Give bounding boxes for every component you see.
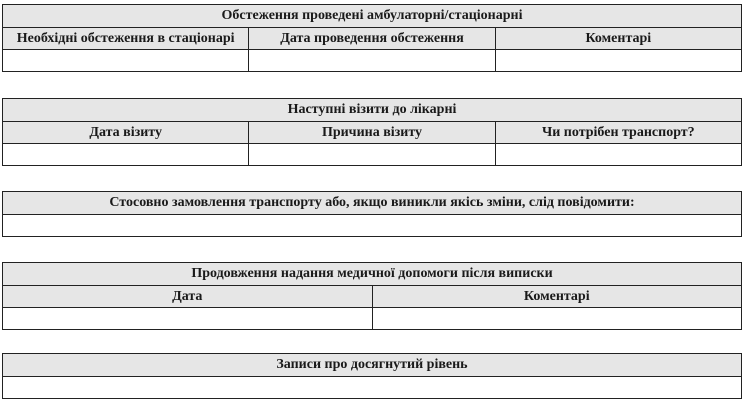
aftercare-date-input[interactable] <box>3 308 372 329</box>
progress-records-entry-row <box>3 376 741 398</box>
examinations-table <box>2 4 742 72</box>
aftercare-entry-row <box>3 307 741 329</box>
visit-date-field[interactable] <box>3 144 248 165</box>
transport-notice-table <box>2 191 742 237</box>
required-exams-field[interactable] <box>3 50 248 71</box>
transport-notice-entry-row <box>3 214 741 236</box>
progress-records-table <box>2 353 742 399</box>
progress-records-title: Записи про досягнутий рівень <box>3 354 741 376</box>
exam-date-input[interactable] <box>249 50 494 71</box>
aftercare-header-row <box>3 285 741 307</box>
transport-needed-field[interactable] <box>495 144 741 165</box>
aftercare-comments-field[interactable] <box>372 308 742 329</box>
column-visit-reason: Причина візиту <box>248 122 494 143</box>
visits-header-row <box>3 121 741 143</box>
column-transport-needed: Чи потрібен транспорт? <box>495 122 741 143</box>
visits-entry-row <box>3 143 741 165</box>
transport-notice-input[interactable] <box>3 215 741 236</box>
progress-records-field[interactable] <box>3 377 741 398</box>
column-aftercare-comments: Коментарі <box>372 286 742 307</box>
transport-notice-field[interactable] <box>3 215 741 236</box>
exam-comments-input[interactable] <box>496 50 741 71</box>
column-comments: Коментарі <box>495 28 741 49</box>
examinations-header-row <box>3 27 741 49</box>
examinations-entry-row <box>3 49 741 71</box>
column-exam-date: Дата проведення обстеження <box>248 28 494 49</box>
visits-table <box>2 98 742 166</box>
column-aftercare-date: Дата <box>172 288 203 304</box>
transport-notice-title: Стосовно замовлення транспорту або, якщо виникли якісь зміни, слід повідомити: <box>3 192 741 214</box>
visits-title: Наступні візити до лікарні <box>3 99 741 121</box>
visit-reason-field[interactable] <box>248 144 494 165</box>
examinations-title: Обстеження проведені амбулаторні/стаціонарні <box>3 5 741 27</box>
transport-needed-input[interactable] <box>496 144 741 165</box>
column-required-exams: Необхідні обстеження в стаціонарі <box>16 30 235 46</box>
aftercare-table <box>2 262 742 330</box>
exam-date-field[interactable] <box>248 50 494 71</box>
column-visit-date: Дата візиту <box>89 124 162 140</box>
aftercare-comments-input[interactable] <box>373 308 742 329</box>
progress-records-input[interactable] <box>3 377 741 398</box>
aftercare-title: Продовження надання медичної допомоги після виписки <box>3 263 741 285</box>
exam-comments-field[interactable] <box>495 50 741 71</box>
visit-reason-input[interactable] <box>249 144 494 165</box>
aftercare-date-field[interactable] <box>3 308 372 329</box>
required-exams-input[interactable] <box>3 50 248 71</box>
visit-date-input[interactable] <box>3 144 248 165</box>
